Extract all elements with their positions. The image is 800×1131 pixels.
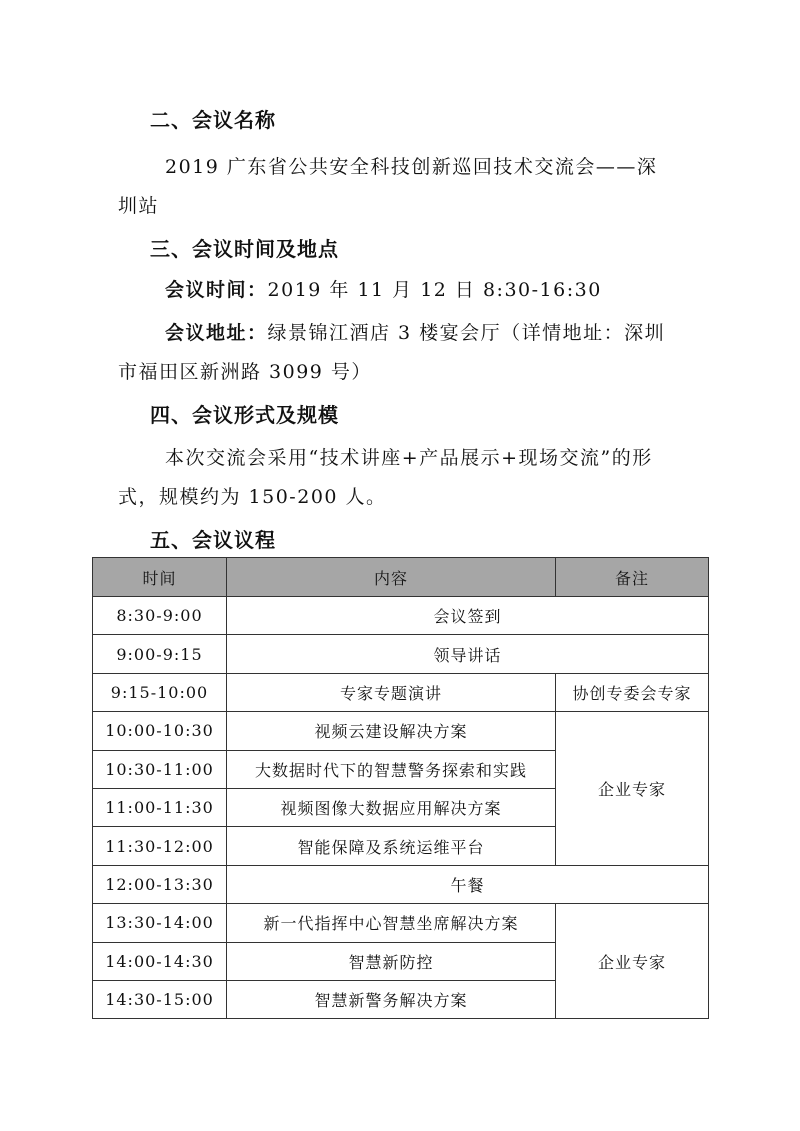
heading-meeting-name: 二、会议名称 <box>150 108 276 132</box>
table-row <box>93 635 709 673</box>
row-note: 企业专家 <box>556 712 709 866</box>
row-content: 午餐 <box>227 865 709 903</box>
meeting-time-label: 会议时间： <box>165 279 268 301</box>
meeting-name-line-1: 2019 广东省公共安全科技创新巡回技术交流会——深 <box>165 156 658 178</box>
meeting-name-line-2: 圳站 <box>118 195 160 217</box>
row-time: 14:30-15:00 <box>93 980 227 1018</box>
row-time: 14:00-14:30 <box>93 942 227 980</box>
header-content: 内容 <box>227 558 556 597</box>
meeting-address-line-1 <box>165 318 665 345</box>
meeting-time-value: 2019 年 11 月 12 日 8:30-16:30 <box>267 279 602 301</box>
format-line-2: 式，规模约为 150-200 人。 <box>118 486 387 508</box>
row-time: 11:00-11:30 <box>93 788 227 826</box>
agenda-header-row <box>93 558 709 597</box>
table-row <box>93 597 709 635</box>
heading-time-place: 三、会议时间及地点 <box>150 237 339 261</box>
row-time: 9:15-10:00 <box>93 673 227 711</box>
table-row <box>93 865 709 903</box>
row-time: 10:30-11:00 <box>93 750 227 788</box>
agenda-table <box>92 557 709 1019</box>
row-content: 视频图像大数据应用解决方案 <box>227 788 556 826</box>
row-time: 12:00-13:30 <box>93 865 227 903</box>
meeting-address-line-2: 市福田区新洲路 3099 号） <box>118 361 372 383</box>
table-row <box>93 712 709 750</box>
heading-agenda: 五、会议议程 <box>150 528 276 552</box>
row-time: 9:00-9:15 <box>93 635 227 673</box>
heading-format-scale: 四、会议形式及规模 <box>150 403 339 427</box>
meeting-address-label: 会议地址： <box>165 322 268 344</box>
row-time: 11:30-12:00 <box>93 827 227 865</box>
header-time: 时间 <box>93 558 227 597</box>
row-time: 10:00-10:30 <box>93 712 227 750</box>
meeting-address-value-1: 绿景锦江酒店 3 楼宴会厅（详情地址：深圳 <box>267 322 666 344</box>
row-content: 新一代指挥中心智慧坐席解决方案 <box>227 904 556 942</box>
row-note: 协创专委会专家 <box>556 673 709 711</box>
row-time: 8:30-9:00 <box>93 597 227 635</box>
row-content: 会议签到 <box>227 597 709 635</box>
table-row <box>93 673 709 711</box>
row-content: 专家专题演讲 <box>227 673 556 711</box>
row-content: 智能保障及系统运维平台 <box>227 827 556 865</box>
format-line-1: 本次交流会采用“技术讲座+产品展示+现场交流”的形 <box>165 447 653 469</box>
row-time: 13:30-14:00 <box>93 904 227 942</box>
row-content: 智慧新防控 <box>227 942 556 980</box>
row-content: 大数据时代下的智慧警务探索和实践 <box>227 750 556 788</box>
row-note: 企业专家 <box>556 904 709 1019</box>
row-content: 智慧新警务解决方案 <box>227 980 556 1018</box>
row-content: 领导讲话 <box>227 635 709 673</box>
header-note: 备注 <box>556 558 709 597</box>
meeting-time-line <box>165 275 602 302</box>
table-row <box>93 904 709 942</box>
row-content: 视频云建设解决方案 <box>227 712 556 750</box>
